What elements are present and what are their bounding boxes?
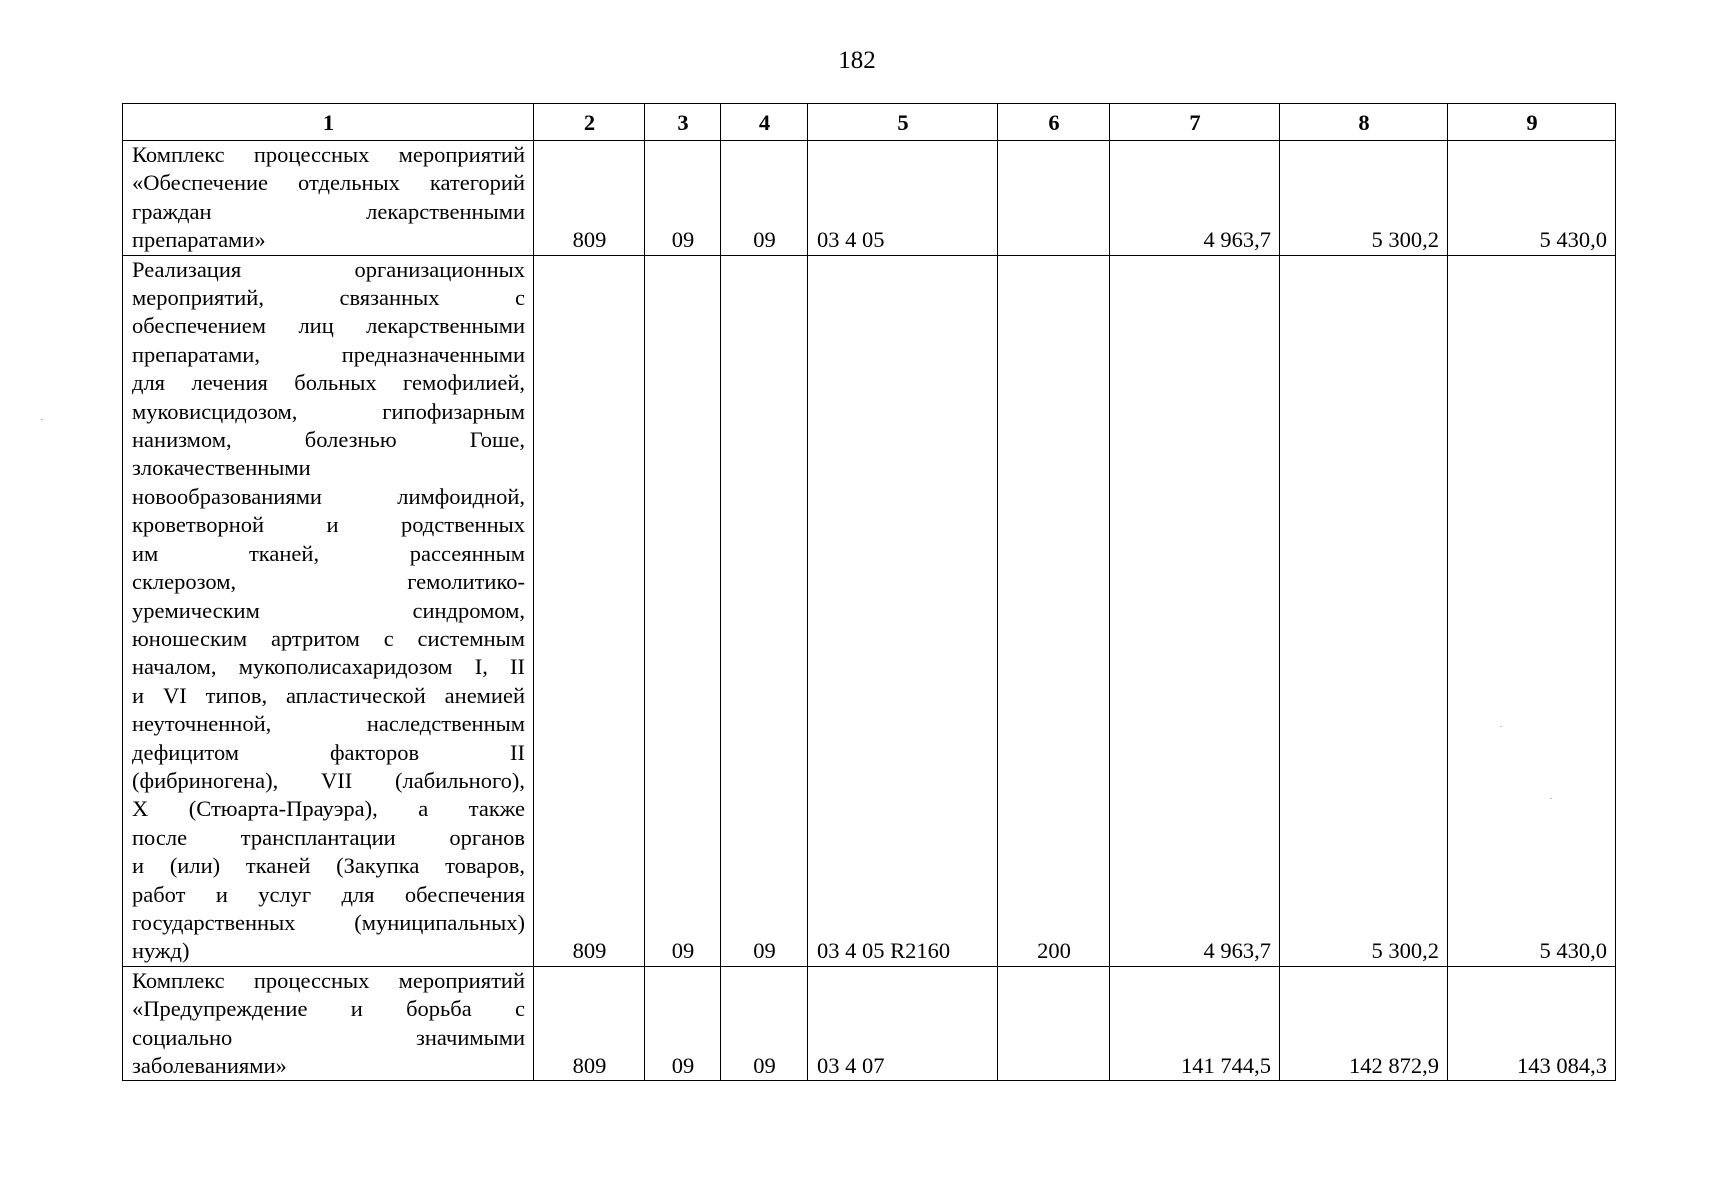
description-line: «Предупреждение и борьба с bbox=[132, 996, 525, 1022]
amount-cell: 5 430,0 bbox=[1448, 255, 1616, 966]
column-header: 9 bbox=[1448, 104, 1616, 141]
row-description bbox=[123, 255, 534, 966]
description-line: Комплекс процессных мероприятий bbox=[132, 967, 525, 993]
scan-speck bbox=[1550, 798, 1552, 799]
target-article-cell: 03 4 05 R2160 bbox=[808, 255, 998, 966]
description-line: X (Стюарта-Прауэра), а также bbox=[132, 796, 525, 822]
table-row bbox=[123, 255, 1616, 966]
page-number: 182 bbox=[838, 47, 876, 74]
description-line: заболеваниями» bbox=[132, 1053, 287, 1078]
description-line: юношеским артритом с системным bbox=[132, 625, 525, 651]
column-header: 4 bbox=[721, 104, 808, 141]
row-description bbox=[123, 966, 534, 1081]
description-line: дефицитом факторов II bbox=[132, 739, 525, 765]
amount-cell: 143 084,3 bbox=[1448, 966, 1616, 1081]
amount-cell: 4 963,7 bbox=[1110, 141, 1280, 256]
description-line: работ и услуг для обеспечения bbox=[132, 881, 525, 907]
code-cell: 09 bbox=[645, 966, 721, 1081]
description-line: нанизмом, болезнью Гоше, bbox=[132, 427, 525, 453]
column-header: 8 bbox=[1280, 104, 1448, 141]
description-line: препаратами, предназначенными bbox=[132, 341, 525, 367]
description-line: мероприятий, связанных с bbox=[132, 285, 525, 311]
table-header bbox=[123, 104, 1616, 141]
table-row bbox=[123, 141, 1616, 256]
description-line: злокачественными bbox=[132, 455, 311, 481]
scan-speck bbox=[1500, 726, 1502, 727]
expense-type-cell bbox=[998, 141, 1110, 256]
description-line: препаратами» bbox=[132, 227, 266, 253]
budget-table bbox=[122, 103, 1616, 1081]
amount-cell: 4 963,7 bbox=[1110, 255, 1280, 966]
description-line: неуточненной, наследственным bbox=[132, 711, 525, 737]
amount-cell: 5 300,2 bbox=[1280, 255, 1448, 966]
table-body bbox=[123, 141, 1616, 1081]
description-line: кроветворной и родственных bbox=[132, 512, 525, 538]
description-line: Реализация организационных bbox=[132, 256, 525, 282]
column-header: 5 bbox=[808, 104, 998, 141]
description-line: им тканей, рассеянным bbox=[132, 540, 525, 566]
description-line: после трансплантации органов bbox=[132, 824, 525, 850]
target-article-cell: 03 4 05 bbox=[808, 141, 998, 256]
description-line: началом, мукополисахаридозом I, II bbox=[132, 654, 525, 680]
column-header: 3 bbox=[645, 104, 721, 141]
code-cell: 809 bbox=[534, 141, 645, 256]
description-line: новообразованиями лимфоидной, bbox=[132, 483, 525, 509]
scan-speck bbox=[41, 419, 43, 420]
column-header: 2 bbox=[534, 104, 645, 141]
amount-cell: 141 744,5 bbox=[1110, 966, 1280, 1081]
code-cell: 09 bbox=[721, 141, 808, 256]
description-line: обеспечением лиц лекарственными bbox=[132, 313, 525, 339]
description-line: государственных (муниципальных) bbox=[132, 909, 525, 935]
description-line: и VI типов, апластической анемией bbox=[132, 682, 525, 708]
description-line: нужд) bbox=[132, 938, 190, 964]
code-cell: 809 bbox=[534, 966, 645, 1081]
description-line: муковисцидозом, гипофизарным bbox=[132, 398, 525, 424]
target-article-cell: 03 4 07 bbox=[808, 966, 998, 1081]
code-cell: 09 bbox=[721, 255, 808, 966]
description-line: (фибриногена), VII (лабильного), bbox=[132, 767, 525, 793]
amount-cell: 5 300,2 bbox=[1280, 141, 1448, 256]
code-cell: 09 bbox=[645, 141, 721, 256]
description-line: Комплекс процессных мероприятий bbox=[132, 142, 525, 167]
column-header: 1 bbox=[123, 104, 534, 141]
amount-cell: 5 430,0 bbox=[1448, 141, 1616, 256]
description-line: и (или) тканей (Закупка товаров, bbox=[132, 853, 525, 879]
column-header: 6 bbox=[998, 104, 1110, 141]
description-line: склерозом, гемолитико- bbox=[132, 569, 525, 595]
code-cell: 09 bbox=[721, 966, 808, 1081]
description-line: «Обеспечение отдельных категорий bbox=[132, 170, 525, 196]
code-cell: 09 bbox=[645, 255, 721, 966]
amount-cell: 142 872,9 bbox=[1280, 966, 1448, 1081]
table-row bbox=[123, 966, 1616, 1081]
row-description bbox=[123, 141, 534, 256]
column-header: 7 bbox=[1110, 104, 1280, 141]
expense-type-cell: 200 bbox=[998, 255, 1110, 966]
header-row bbox=[123, 104, 1616, 141]
description-line: для лечения больных гемофилией, bbox=[132, 370, 525, 396]
description-line: социально значимыми bbox=[132, 1024, 525, 1050]
description-line: уремическим синдромом, bbox=[132, 597, 525, 623]
expense-type-cell bbox=[998, 966, 1110, 1081]
description-line: граждан лекарственными bbox=[132, 198, 525, 224]
code-cell: 809 bbox=[534, 255, 645, 966]
